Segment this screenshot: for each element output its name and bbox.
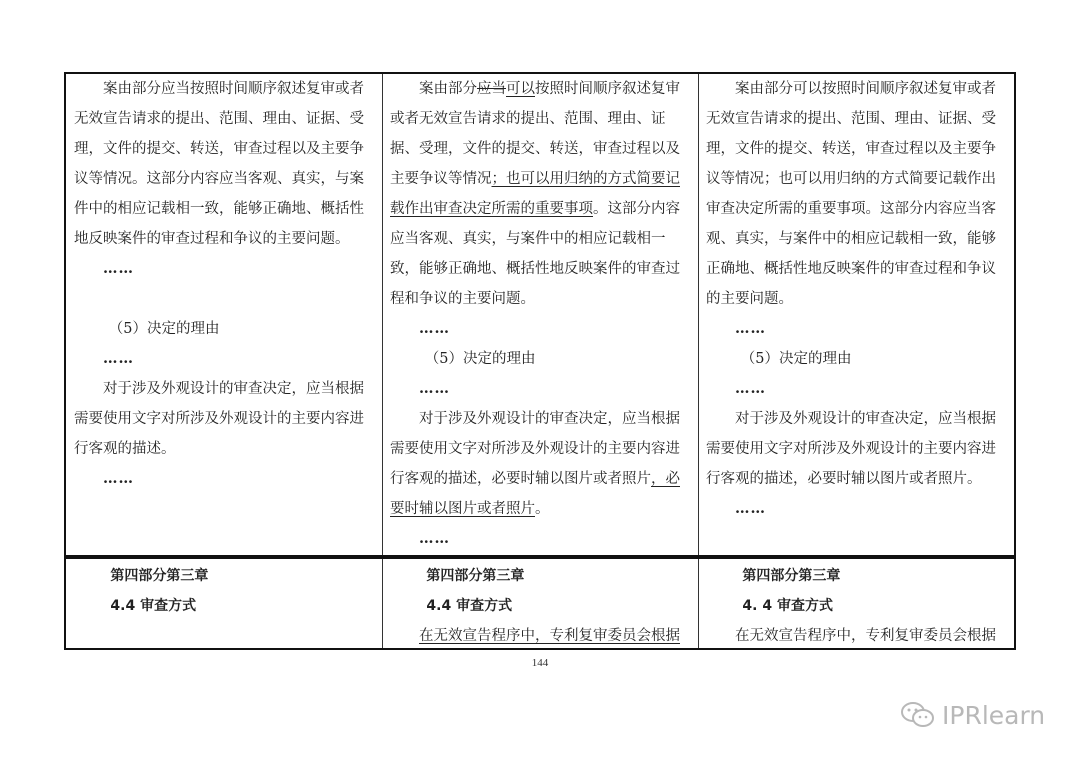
row-divider <box>66 555 1014 559</box>
text-run: 对于涉及外观设计的审查决定，应当根据需要使用文字对所涉及外观设计的主要内容进行客观的描述，必要时辅以图片或者照片 <box>390 411 680 487</box>
cell-revised-text <box>706 74 1008 524</box>
inserted-text: ；也可以用归纳的方式简要记载作出审查决定所需的重要事项 <box>390 171 680 217</box>
case-paragraph <box>390 74 692 314</box>
case-paragraph: 案由部分可以按照时间顺序叙述复审或者无效宣告请求的提出、范围、理由、证据、受理，文件的提交、转送，审查过程以及主要争议等情况；也可以用归纳的方式简要记载作出审查决定所需的重要事项。这部分内容应当客观、真实，与案件中的相应记载相一致，能够正确地、概括性地反映案件的审查过程和争议的主要问题。 <box>706 81 996 307</box>
reason-paragraph <box>390 404 692 524</box>
text-run: 按照时间顺序叙述复审或者无效宣告请求的提出、范围、理由、证据、受理，文件的提交、转送，审查过程以及主要争议等情况 <box>390 81 680 187</box>
subsection-heading: 4.4 审查方式 <box>110 598 197 614</box>
case-paragraph: 案由部分应当按照时间顺序叙述复审或者无效宣告请求的提出、范围、理由、证据、受理，文件的提交、转送，审查过程以及主要争议等情况。这部分内容应当客观、真实，与案件中的相应记载相一致，能够正确地、概括性地反映案件的审查过程和争议的主要问题。 <box>74 81 364 247</box>
ellipsis: …… <box>735 320 766 337</box>
chapter-heading: 第四部分第三章 <box>110 568 209 584</box>
lower-text: 在无效宣告程序中，专利复审委员会根据 <box>735 628 996 644</box>
reason-paragraph: 对于涉及外观设计的审查决定，应当根据需要使用文字对所涉及外观设计的主要内容进行客观的描述，必要时辅以图片或者照片。 <box>706 411 996 487</box>
column-divider <box>698 74 699 648</box>
subsection-heading: 4. 4 审查方式 <box>742 598 833 614</box>
page-number: 144 <box>531 657 549 669</box>
cell-lower-revised <box>706 561 1008 651</box>
text-run: 。这部分内容应当客观、真实，与案件中的相应记载相一致，能够正确地、概括性地反映案件的审查过程和争议的主要问题。 <box>390 201 680 307</box>
column-divider <box>382 74 383 648</box>
ellipsis: …… <box>419 380 450 397</box>
text-run: 案由部分 <box>419 81 477 97</box>
inserted-text: 可以 <box>506 81 535 97</box>
section-heading: （5）决定的理由 <box>740 351 852 367</box>
comparison-table <box>64 72 1016 650</box>
inserted-text: ，必要时辅以图片或者照片 <box>390 471 680 517</box>
ellipsis: …… <box>419 530 450 547</box>
ellipsis: …… <box>735 500 766 517</box>
ellipsis: …… <box>103 470 134 487</box>
deleted-text: 应当 <box>477 81 506 97</box>
ellipsis: …… <box>419 320 450 337</box>
cell-original-text <box>74 74 376 494</box>
lower-text: 在无效宣告程序中，专利复审委员会根据 <box>419 628 680 644</box>
ellipsis: …… <box>103 260 134 277</box>
cell-lower-revision <box>390 561 692 651</box>
section-heading: （5）决定的理由 <box>424 351 536 367</box>
cell-lower-original <box>74 561 376 621</box>
reason-paragraph: 对于涉及外观设计的审查决定，应当根据需要使用文字对所涉及外观设计的主要内容进行客观的描述。 <box>74 381 364 457</box>
section-heading: （5）决定的理由 <box>108 321 220 337</box>
ellipsis: …… <box>735 380 766 397</box>
watermark-text: IPRlearn <box>942 700 1046 730</box>
text-run: 。 <box>535 501 550 517</box>
ellipsis: …… <box>103 350 134 367</box>
chapter-heading: 第四部分第三章 <box>426 568 525 584</box>
chapter-heading: 第四部分第三章 <box>742 568 841 584</box>
watermark <box>900 700 1045 730</box>
wechat-icon <box>900 700 936 730</box>
subsection-heading: 4.4 审查方式 <box>426 598 513 614</box>
cell-revision-markup <box>390 74 692 554</box>
